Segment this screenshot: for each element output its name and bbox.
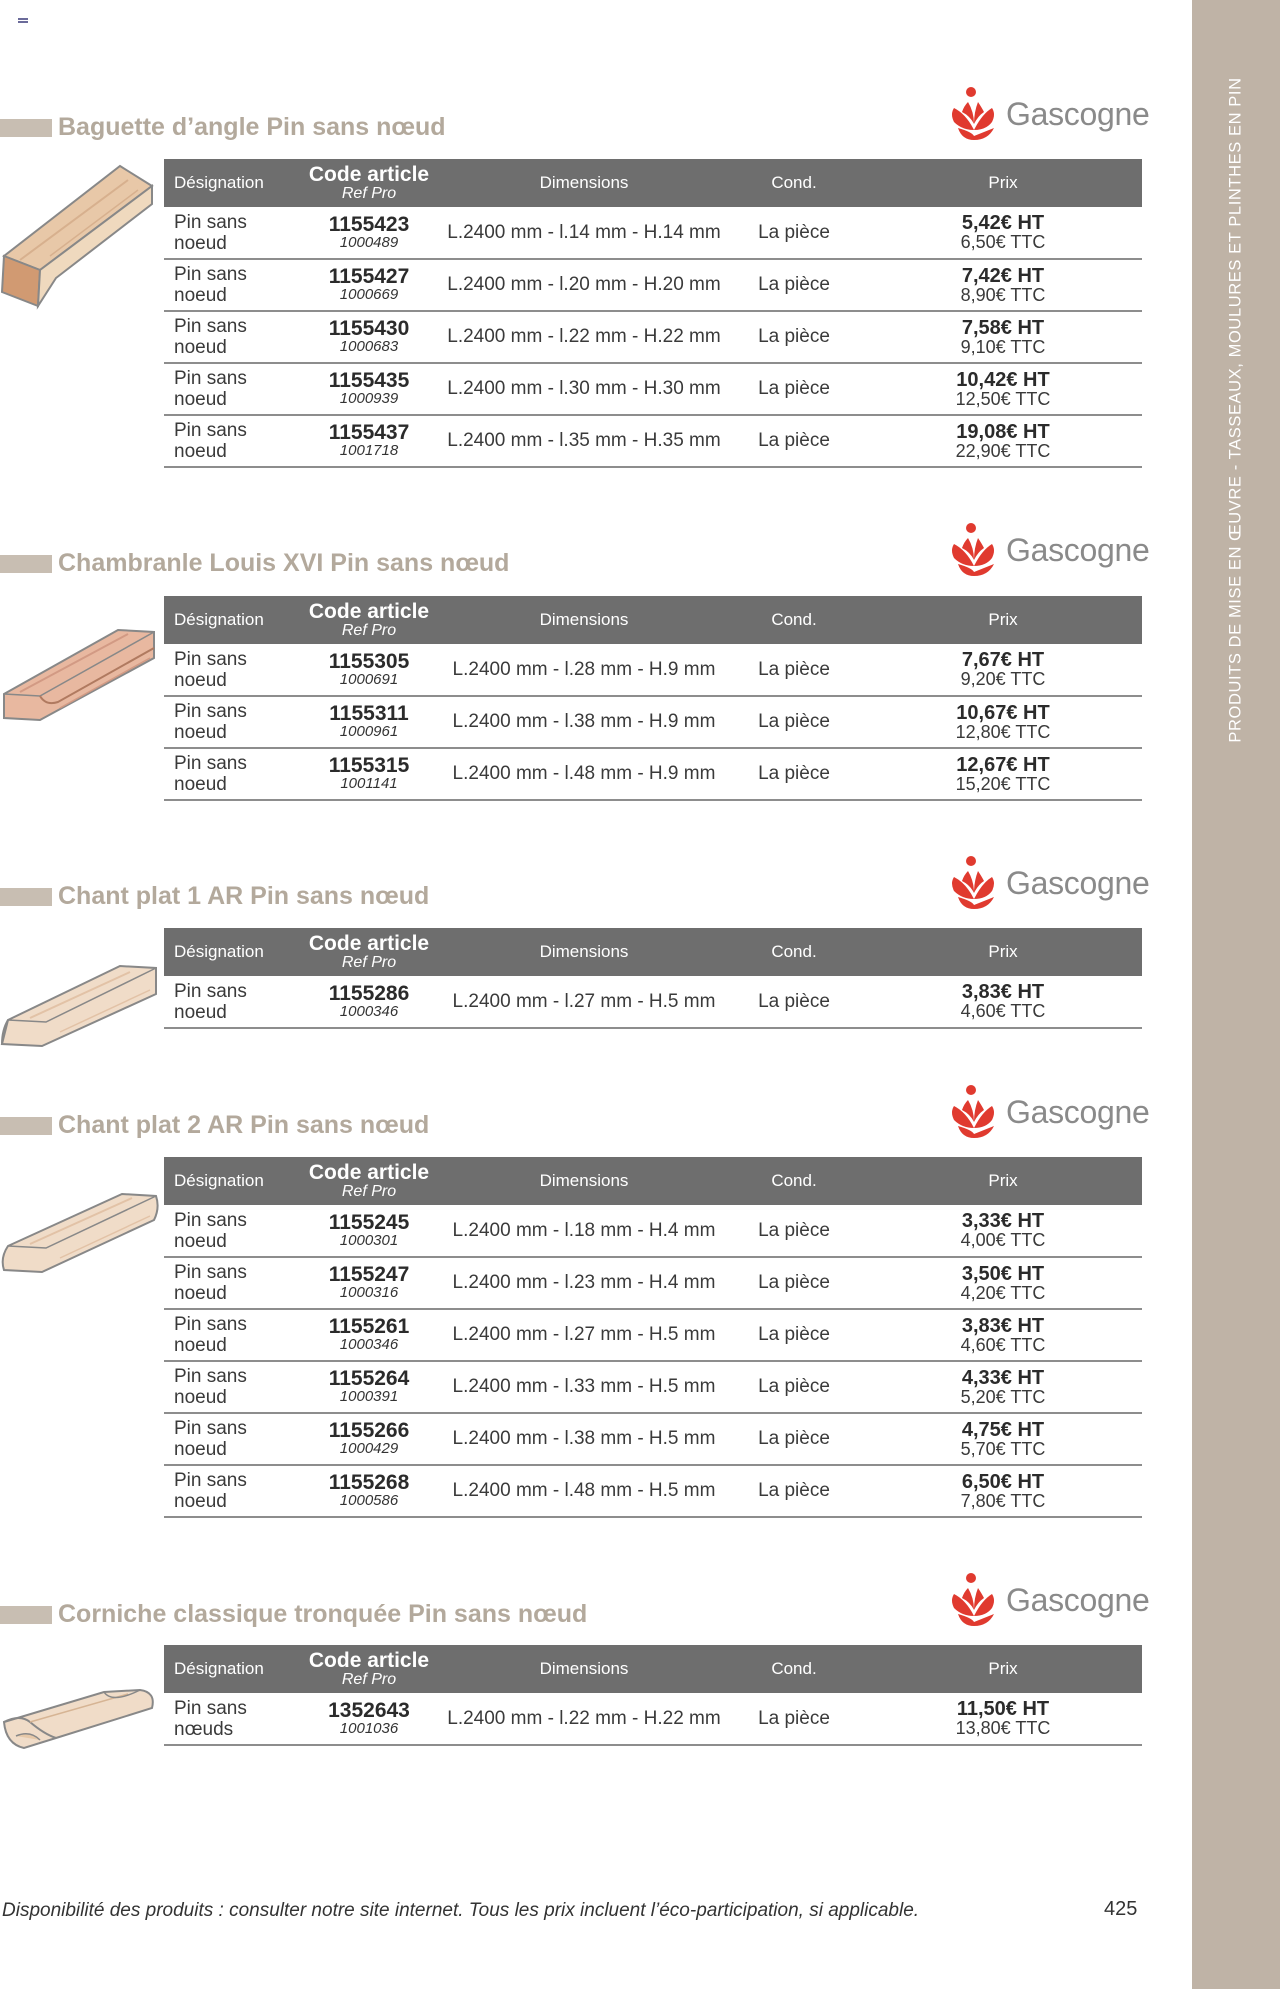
brand-name: Gascogne bbox=[1006, 532, 1150, 568]
cond-cell: La pièce bbox=[724, 415, 864, 467]
footer-note: Disponibilité des produits : consulter notre site internet. Tous les prix incluent l’éco-participation, si applicable. bbox=[2, 1900, 920, 1921]
product-table bbox=[164, 1645, 1142, 1746]
header-cond: Cond. bbox=[724, 596, 864, 644]
table-row bbox=[164, 1205, 1142, 1257]
dimensions-cell: L.2400 mm - l.48 mm - H.9 mm bbox=[444, 748, 724, 800]
designation-cell: Pin sans noeud bbox=[164, 207, 294, 259]
dimensions-cell: L.2400 mm - l.22 mm - H.22 mm bbox=[444, 1693, 724, 1745]
price-cell: 11,50€ HT 13,80€ TTC bbox=[864, 1693, 1142, 1745]
page-number: 425 bbox=[1104, 1898, 1138, 1920]
menu-icon[interactable] bbox=[18, 18, 28, 26]
brand-name: Gascogne bbox=[1006, 865, 1150, 901]
header-code: Code article Ref Pro bbox=[294, 596, 444, 644]
section-title-bar bbox=[0, 1117, 52, 1135]
price-cell: 7,58€ HT 9,10€ TTC bbox=[864, 311, 1142, 363]
code-cell: 1155261 1000346 bbox=[294, 1309, 444, 1361]
cond-cell: La pièce bbox=[724, 696, 864, 748]
price-cell: 3,33€ HT 4,00€ TTC bbox=[864, 1205, 1142, 1257]
designation-cell: Pin sans noeud bbox=[164, 976, 294, 1028]
brand-logo bbox=[948, 86, 1150, 142]
section-title: Chambranle Louis XVI Pin sans nœud bbox=[58, 549, 510, 577]
table-row bbox=[164, 1413, 1142, 1465]
designation-cell: Pin sans noeud bbox=[164, 696, 294, 748]
product-table bbox=[164, 928, 1142, 1029]
cond-cell: La pièce bbox=[724, 1309, 864, 1361]
table-row bbox=[164, 644, 1142, 696]
corniche-image bbox=[0, 1678, 160, 1758]
header-prix: Prix bbox=[864, 159, 1142, 207]
table-row bbox=[164, 259, 1142, 311]
header-cond: Cond. bbox=[724, 159, 864, 207]
code-cell: 1155264 1000391 bbox=[294, 1361, 444, 1413]
header-cond: Cond. bbox=[724, 928, 864, 976]
cond-cell: La pièce bbox=[724, 311, 864, 363]
cond-cell: La pièce bbox=[724, 1205, 864, 1257]
table-row bbox=[164, 696, 1142, 748]
cond-cell: La pièce bbox=[724, 207, 864, 259]
section-title-bar bbox=[0, 1606, 52, 1624]
dimensions-cell: L.2400 mm - l.35 mm - H.35 mm bbox=[444, 415, 724, 467]
section-title: Corniche classique tronquée Pin sans nœud bbox=[58, 1600, 588, 1628]
cond-cell: La pièce bbox=[724, 976, 864, 1028]
side-band-text: PRODUITS DE MISE EN ŒUVRE - TASSEAUX, MOULURES ET PLINTHES EN PIN bbox=[1226, 77, 1245, 743]
dimensions-cell: L.2400 mm - l.27 mm - H.5 mm bbox=[444, 976, 724, 1028]
cond-cell: La pièce bbox=[724, 1257, 864, 1309]
table-row bbox=[164, 1257, 1142, 1309]
header-code: Code article Ref Pro bbox=[294, 928, 444, 976]
cond-cell: La pièce bbox=[724, 1361, 864, 1413]
dimensions-cell: L.2400 mm - l.33 mm - H.5 mm bbox=[444, 1361, 724, 1413]
header-designation: Désignation bbox=[164, 596, 294, 644]
dimensions-cell: L.2400 mm - l.23 mm - H.4 mm bbox=[444, 1257, 724, 1309]
table-row bbox=[164, 1465, 1142, 1517]
header-prix: Prix bbox=[864, 928, 1142, 976]
table-row bbox=[164, 976, 1142, 1028]
designation-cell: Pin sans noeud bbox=[164, 311, 294, 363]
brand-logo bbox=[948, 522, 1150, 578]
section-title-bar bbox=[0, 888, 52, 906]
header-cond: Cond. bbox=[724, 1645, 864, 1693]
price-cell: 7,67€ HT 9,20€ TTC bbox=[864, 644, 1142, 696]
code-cell: 1155247 1000316 bbox=[294, 1257, 444, 1309]
dimensions-cell: L.2400 mm - l.28 mm - H.9 mm bbox=[444, 644, 724, 696]
cond-cell: La pièce bbox=[724, 1465, 864, 1517]
dimensions-cell: L.2400 mm - l.20 mm - H.20 mm bbox=[444, 259, 724, 311]
chant-plat-2ar-image bbox=[0, 1188, 160, 1278]
chambranle-image bbox=[0, 622, 160, 722]
dimensions-cell: L.2400 mm - l.38 mm - H.5 mm bbox=[444, 1413, 724, 1465]
header-dimensions: Dimensions bbox=[444, 1157, 724, 1205]
header-dimensions: Dimensions bbox=[444, 596, 724, 644]
designation-cell: Pin sans noeud bbox=[164, 1309, 294, 1361]
section-title: Chant plat 2 AR Pin sans nœud bbox=[58, 1111, 430, 1139]
section-title: Chant plat 1 AR Pin sans nœud bbox=[58, 882, 430, 910]
designation-cell: Pin sans noeud bbox=[164, 259, 294, 311]
designation-cell: Pin sans noeud bbox=[164, 748, 294, 800]
designation-cell: Pin sans noeud bbox=[164, 415, 294, 467]
brand-name: Gascogne bbox=[1006, 96, 1150, 132]
header-prix: Prix bbox=[864, 1157, 1142, 1205]
table-row bbox=[164, 363, 1142, 415]
cond-cell: La pièce bbox=[724, 1693, 864, 1745]
header-cond: Cond. bbox=[724, 1157, 864, 1205]
header-designation: Désignation bbox=[164, 1157, 294, 1205]
dimensions-cell: L.2400 mm - l.27 mm - H.5 mm bbox=[444, 1309, 724, 1361]
header-code: Code article Ref Pro bbox=[294, 1157, 444, 1205]
code-cell: 1155245 1000301 bbox=[294, 1205, 444, 1257]
code-cell: 1155427 1000669 bbox=[294, 259, 444, 311]
cond-cell: La pièce bbox=[724, 1413, 864, 1465]
table-row bbox=[164, 311, 1142, 363]
code-cell: 1155423 1000489 bbox=[294, 207, 444, 259]
price-cell: 3,83€ HT 4,60€ TTC bbox=[864, 1309, 1142, 1361]
section-title-bar bbox=[0, 555, 52, 573]
section-title-bar bbox=[0, 119, 52, 137]
price-cell: 5,42€ HT 6,50€ TTC bbox=[864, 207, 1142, 259]
gascogne-flower-icon bbox=[948, 86, 1002, 142]
price-cell: 10,42€ HT 12,50€ TTC bbox=[864, 363, 1142, 415]
dimensions-cell: L.2400 mm - l.48 mm - H.5 mm bbox=[444, 1465, 724, 1517]
header-code: Code article Ref Pro bbox=[294, 159, 444, 207]
gascogne-flower-icon bbox=[948, 522, 1002, 578]
header-dimensions: Dimensions bbox=[444, 1645, 724, 1693]
dimensions-cell: L.2400 mm - l.30 mm - H.30 mm bbox=[444, 363, 724, 415]
designation-cell: Pin sans nœuds bbox=[164, 1693, 294, 1745]
table-row bbox=[164, 415, 1142, 467]
header-designation: Désignation bbox=[164, 928, 294, 976]
header-designation: Désignation bbox=[164, 159, 294, 207]
brand-name: Gascogne bbox=[1006, 1582, 1150, 1618]
product-table bbox=[164, 159, 1142, 468]
price-cell: 12,67€ HT 15,20€ TTC bbox=[864, 748, 1142, 800]
header-prix: Prix bbox=[864, 596, 1142, 644]
dimensions-cell: L.2400 mm - l.38 mm - H.9 mm bbox=[444, 696, 724, 748]
price-cell: 3,83€ HT 4,60€ TTC bbox=[864, 976, 1142, 1028]
header-designation: Désignation bbox=[164, 1645, 294, 1693]
code-cell: 1352643 1001036 bbox=[294, 1693, 444, 1745]
price-cell: 6,50€ HT 7,80€ TTC bbox=[864, 1465, 1142, 1517]
section-title: Baguette d’angle Pin sans nœud bbox=[58, 113, 446, 141]
code-cell: 1155305 1000691 bbox=[294, 644, 444, 696]
code-cell: 1155430 1000683 bbox=[294, 311, 444, 363]
code-cell: 1155311 1000961 bbox=[294, 696, 444, 748]
price-cell: 7,42€ HT 8,90€ TTC bbox=[864, 259, 1142, 311]
designation-cell: Pin sans noeud bbox=[164, 1257, 294, 1309]
code-cell: 1155435 1000939 bbox=[294, 363, 444, 415]
designation-cell: Pin sans noeud bbox=[164, 1413, 294, 1465]
table-row bbox=[164, 748, 1142, 800]
code-cell: 1155286 1000346 bbox=[294, 976, 444, 1028]
product-table bbox=[164, 596, 1142, 801]
cond-cell: La pièce bbox=[724, 644, 864, 696]
header-code: Code article Ref Pro bbox=[294, 1645, 444, 1693]
brand-logo bbox=[948, 855, 1150, 911]
dimensions-cell: L.2400 mm - l.18 mm - H.4 mm bbox=[444, 1205, 724, 1257]
cond-cell: La pièce bbox=[724, 363, 864, 415]
code-cell: 1155266 1000429 bbox=[294, 1413, 444, 1465]
designation-cell: Pin sans noeud bbox=[164, 1361, 294, 1413]
gascogne-flower-icon bbox=[948, 1084, 1002, 1140]
code-cell: 1155437 1001718 bbox=[294, 415, 444, 467]
brand-logo bbox=[948, 1572, 1150, 1628]
code-cell: 1155315 1001141 bbox=[294, 748, 444, 800]
header-dimensions: Dimensions bbox=[444, 159, 724, 207]
baguette-angle-image bbox=[0, 160, 160, 310]
product-table bbox=[164, 1157, 1142, 1518]
table-row bbox=[164, 1309, 1142, 1361]
designation-cell: Pin sans noeud bbox=[164, 363, 294, 415]
header-dimensions: Dimensions bbox=[444, 928, 724, 976]
header-prix: Prix bbox=[864, 1645, 1142, 1693]
cond-cell: La pièce bbox=[724, 748, 864, 800]
table-row bbox=[164, 1361, 1142, 1413]
cond-cell: La pièce bbox=[724, 259, 864, 311]
gascogne-flower-icon bbox=[948, 855, 1002, 911]
price-cell: 19,08€ HT 22,90€ TTC bbox=[864, 415, 1142, 467]
designation-cell: Pin sans noeud bbox=[164, 644, 294, 696]
brand-logo bbox=[948, 1084, 1150, 1140]
designation-cell: Pin sans noeud bbox=[164, 1465, 294, 1517]
price-cell: 4,33€ HT 5,20€ TTC bbox=[864, 1361, 1142, 1413]
table-row bbox=[164, 207, 1142, 259]
chant-plat-1ar-image bbox=[0, 960, 160, 1050]
dimensions-cell: L.2400 mm - l.22 mm - H.22 mm bbox=[444, 311, 724, 363]
code-cell: 1155268 1000586 bbox=[294, 1465, 444, 1517]
dimensions-cell: L.2400 mm - l.14 mm - H.14 mm bbox=[444, 207, 724, 259]
price-cell: 3,50€ HT 4,20€ TTC bbox=[864, 1257, 1142, 1309]
gascogne-flower-icon bbox=[948, 1572, 1002, 1628]
designation-cell: Pin sans noeud bbox=[164, 1205, 294, 1257]
price-cell: 10,67€ HT 12,80€ TTC bbox=[864, 696, 1142, 748]
price-cell: 4,75€ HT 5,70€ TTC bbox=[864, 1413, 1142, 1465]
brand-name: Gascogne bbox=[1006, 1094, 1150, 1130]
table-row bbox=[164, 1693, 1142, 1745]
